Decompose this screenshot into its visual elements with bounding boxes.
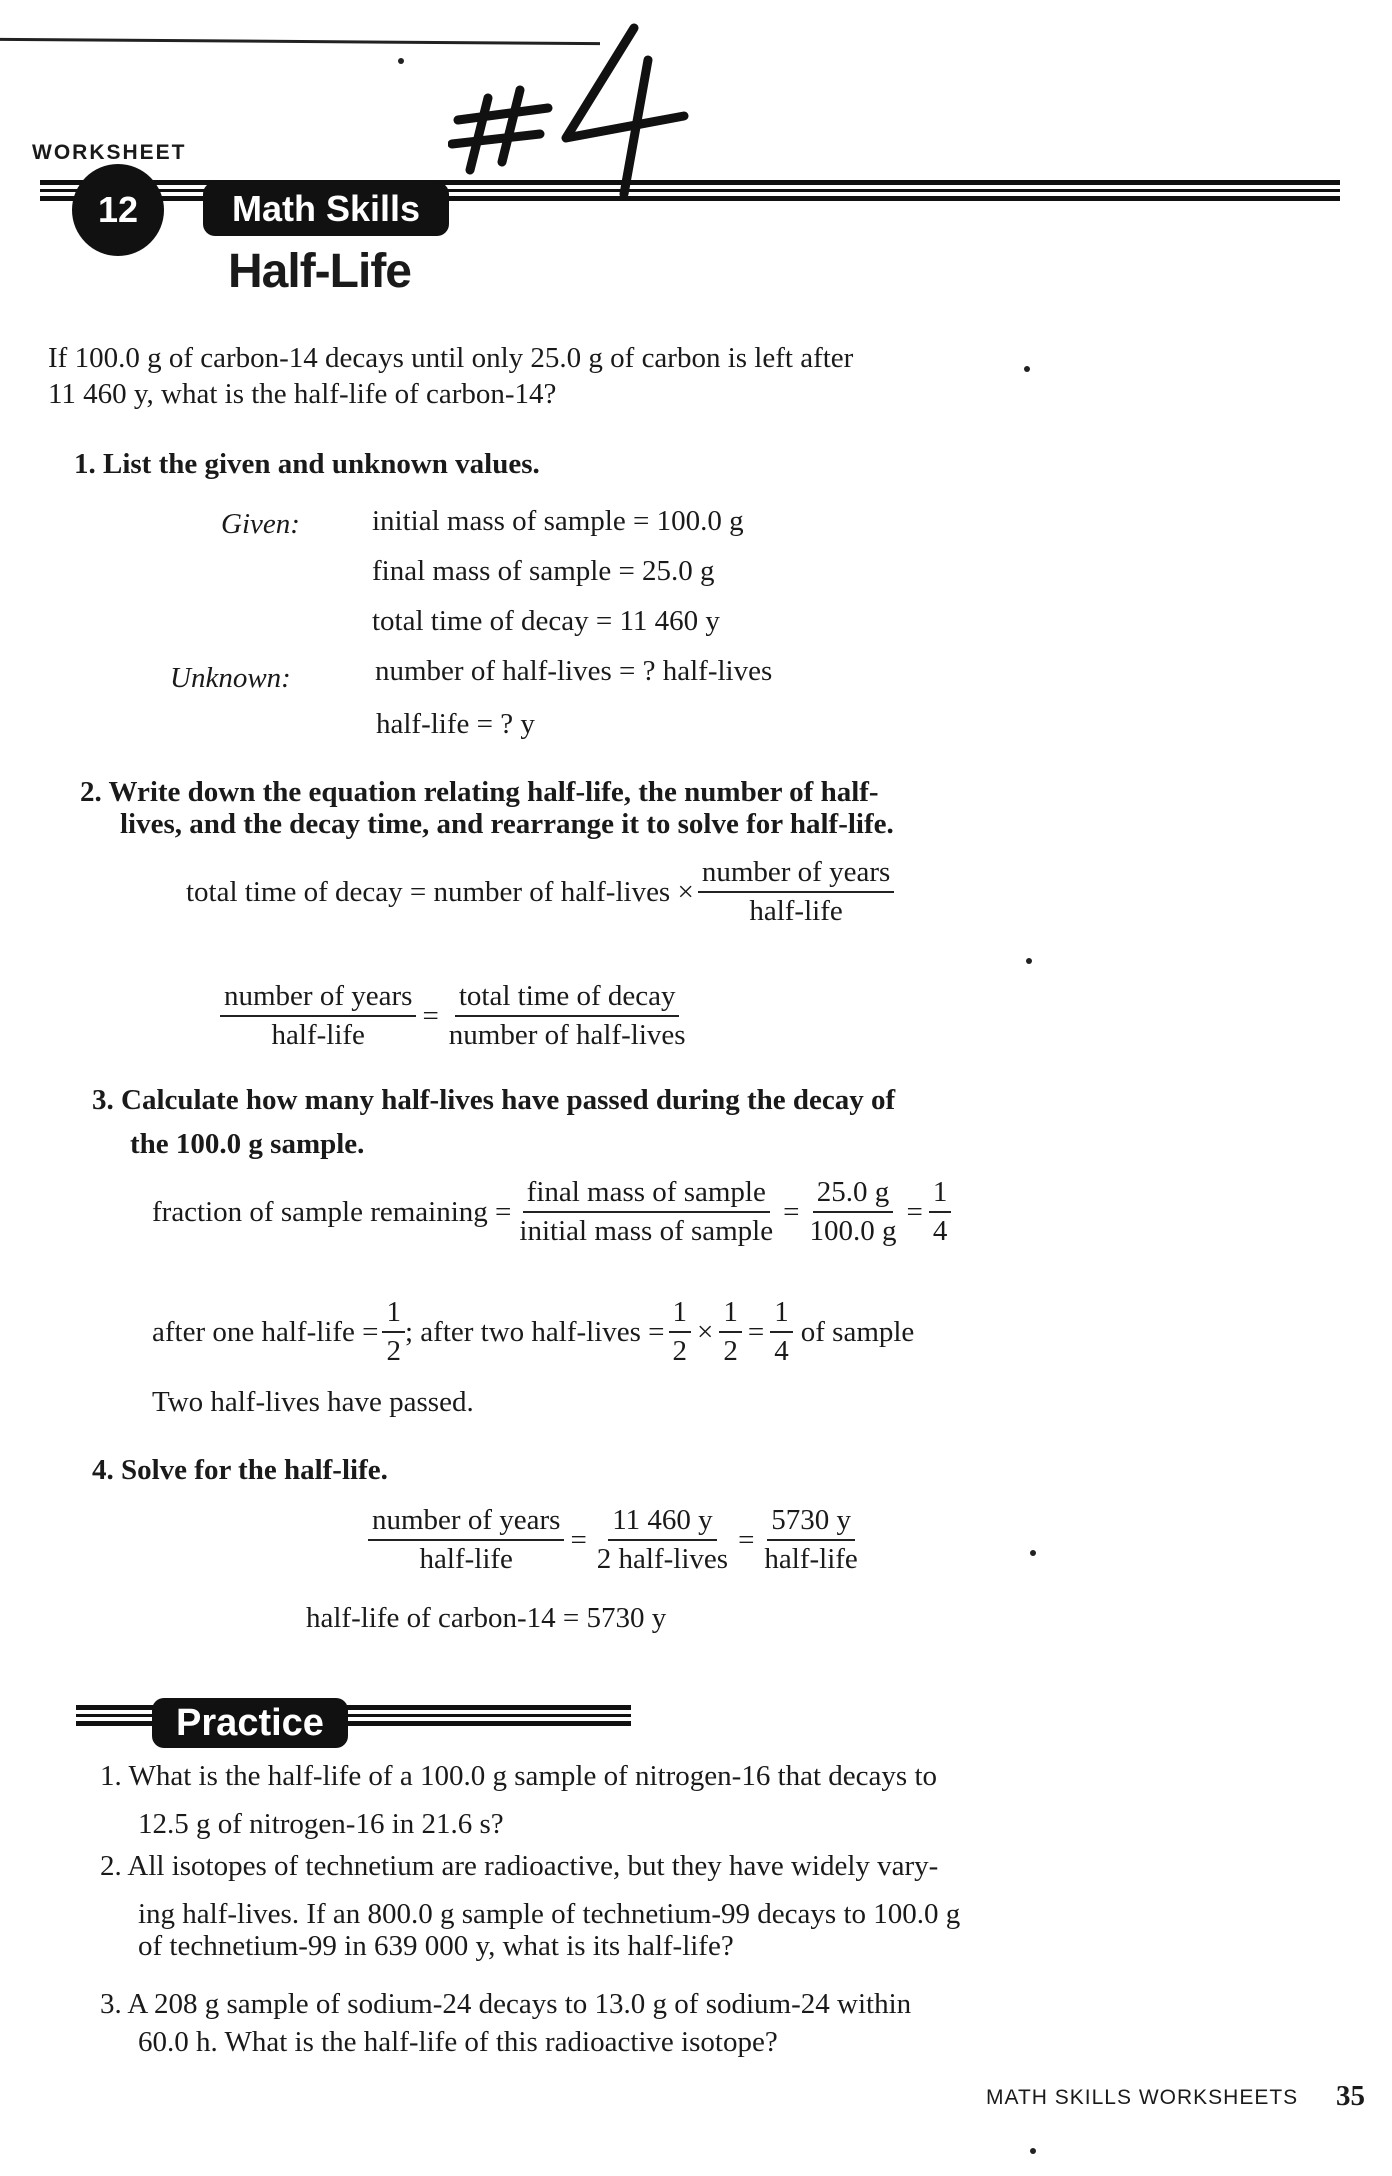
of-sample-label: of sample bbox=[800, 1315, 915, 1348]
fraction-denominator: 4 bbox=[932, 1215, 948, 1247]
one-half-fraction bbox=[382, 1296, 405, 1368]
one-quarter-fraction bbox=[929, 1176, 952, 1248]
one-half-fraction bbox=[719, 1296, 742, 1368]
equals-sign: = bbox=[906, 1195, 923, 1228]
problem-line-2: 11 460 y, what is the half-life of carbon-14? bbox=[48, 378, 557, 410]
scan-speck bbox=[1030, 1550, 1036, 1556]
fraction-denominator: number of half-lives bbox=[448, 1019, 686, 1051]
result-fraction bbox=[760, 1504, 861, 1576]
half-lives-equation bbox=[152, 1296, 914, 1368]
step-2-heading-line-1: 2. Write down the equation relating half-life, the number of half- bbox=[80, 776, 879, 808]
solve-equation bbox=[368, 1504, 862, 1576]
after-two-half-lives-label: ; after two half-lives = bbox=[404, 1315, 665, 1348]
fraction-denominator: 100.0 g bbox=[809, 1215, 897, 1247]
scan-speck bbox=[1030, 2148, 1036, 2154]
footer-label: MATH SKILLS WORKSHEETS bbox=[986, 2086, 1299, 2109]
fraction-numerator: 25.0 g bbox=[813, 1176, 894, 1213]
equals-sign: = bbox=[422, 999, 439, 1032]
equation-1 bbox=[186, 856, 894, 928]
fraction-numerator: number of years bbox=[368, 1504, 564, 1541]
practice-q1-line-2: 12.5 g of nitrogen-16 in 21.6 s? bbox=[138, 1808, 504, 1840]
scan-speck bbox=[1026, 958, 1032, 964]
fraction-denominator: 2 half-lives bbox=[596, 1543, 729, 1575]
time-over-half-lives-fraction bbox=[593, 1504, 732, 1576]
fraction-numerator: 11 460 y bbox=[608, 1504, 716, 1541]
given-initial-mass: initial mass of sample = 100.0 g bbox=[372, 505, 744, 537]
given-final-mass: final mass of sample = 25.0 g bbox=[372, 555, 715, 587]
one-half-fraction bbox=[669, 1296, 692, 1368]
fraction-numerator: 1 bbox=[719, 1296, 742, 1333]
fraction-denominator: half-life bbox=[271, 1019, 365, 1051]
fraction-denominator: initial mass of sample bbox=[519, 1215, 774, 1247]
times-sign: × bbox=[697, 1315, 714, 1348]
fraction-denominator: half-life bbox=[749, 895, 843, 927]
scan-speck bbox=[1024, 366, 1030, 372]
given-total-time: total time of decay = 11 460 y bbox=[372, 605, 720, 637]
unknown-half-life: half-life = ? y bbox=[376, 708, 535, 740]
scan-speck bbox=[398, 58, 404, 64]
practice-q3-line-2: 60.0 h. What is the half-life of this radioactive isotope? bbox=[138, 2026, 778, 2058]
section-label: Math Skills bbox=[203, 182, 449, 236]
mass-ratio-fraction bbox=[515, 1176, 777, 1248]
unknown-half-lives: number of half-lives = ? half-lives bbox=[375, 655, 773, 687]
fraction-numerator: 1 bbox=[669, 1296, 692, 1333]
problem-line-1: If 100.0 g of carbon-14 decays until only 25.0 g of carbon is left after bbox=[48, 342, 854, 374]
page-number: 35 bbox=[1336, 2080, 1365, 2112]
page-title: Half-Life bbox=[228, 245, 411, 298]
practice-q3-line-1: 3. A 208 g sample of sodium-24 decays to 13.0 g of sodium-24 within bbox=[100, 1988, 912, 2020]
fraction-numerator: number of years bbox=[698, 856, 894, 893]
fraction-numerator: final mass of sample bbox=[523, 1176, 770, 1213]
fraction-numerator: 5730 y bbox=[767, 1504, 855, 1541]
step-3-heading-line-2: the 100.0 g sample. bbox=[130, 1128, 365, 1160]
practice-q2-line-3: of technetium-99 in 639 000 y, what is its half-life? bbox=[138, 1930, 734, 1962]
equation-1-lhs: total time of decay = number of half-lives × bbox=[186, 875, 694, 908]
fraction-denominator: 2 bbox=[672, 1335, 688, 1367]
equation-2 bbox=[220, 980, 690, 1052]
step-2-heading-line-2: lives, and the decay time, and rearrange it to solve for half-life. bbox=[120, 808, 894, 840]
equals-sign: = bbox=[747, 1315, 765, 1348]
step-4-heading: 4. Solve for the half-life. bbox=[92, 1454, 388, 1486]
practice-q1-line-1: 1. What is the half-life of a 100.0 g sample of nitrogen-16 that decays to bbox=[100, 1760, 938, 1792]
practice-q2-line-1: 2. All isotopes of technetium are radioactive, but they have widely vary- bbox=[100, 1850, 939, 1882]
equation-1-fraction bbox=[698, 856, 894, 928]
fraction-denominator: 2 bbox=[723, 1335, 738, 1367]
years-per-half-life-fraction bbox=[368, 1504, 564, 1576]
equals-sign: = bbox=[783, 1195, 800, 1228]
given-label: Given: bbox=[221, 508, 300, 540]
practice-label: Practice bbox=[152, 1698, 348, 1748]
fraction-numerator: total time of decay bbox=[455, 980, 680, 1017]
mass-values-fraction bbox=[805, 1176, 900, 1248]
fraction-denominator: half-life bbox=[419, 1543, 513, 1575]
fraction-numerator: 1 bbox=[929, 1176, 952, 1213]
fraction-numerator: 1 bbox=[770, 1296, 793, 1333]
one-quarter-fraction bbox=[770, 1296, 793, 1368]
after-one-half-life-label: after one half-life = bbox=[152, 1315, 379, 1348]
step-3-heading-line-1: 3. Calculate how many half-lives have passed during the decay of bbox=[92, 1084, 896, 1116]
worksheet-label: WORKSHEET bbox=[32, 141, 187, 164]
fraction-denominator: half-life bbox=[764, 1543, 858, 1575]
fraction-numerator: number of years bbox=[220, 980, 416, 1017]
fraction-numerator: 1 bbox=[382, 1296, 405, 1333]
equation-2-right-fraction bbox=[445, 980, 690, 1052]
half-life-result: half-life of carbon-14 = 5730 y bbox=[306, 1602, 667, 1634]
equals-sign: = bbox=[738, 1523, 755, 1556]
fraction-denominator: 2 bbox=[386, 1335, 401, 1367]
step-3-conclusion: Two half-lives have passed. bbox=[152, 1386, 474, 1418]
equation-2-left-fraction bbox=[220, 980, 416, 1052]
step-1-heading: 1. List the given and unknown values. bbox=[74, 448, 540, 480]
fraction-remaining-equation bbox=[152, 1176, 951, 1248]
worksheet-number-badge: 12 bbox=[72, 164, 164, 256]
unknown-label: Unknown: bbox=[170, 662, 291, 694]
equals-sign: = bbox=[570, 1523, 587, 1556]
handwritten-number-mark bbox=[448, 20, 708, 200]
fraction-remaining-label: fraction of sample remaining = bbox=[152, 1195, 512, 1228]
fraction-denominator: 4 bbox=[774, 1335, 789, 1367]
practice-q2-line-2: ing half-lives. If an 800.0 g sample of technetium-99 decays to 100.0 g bbox=[138, 1898, 961, 1930]
